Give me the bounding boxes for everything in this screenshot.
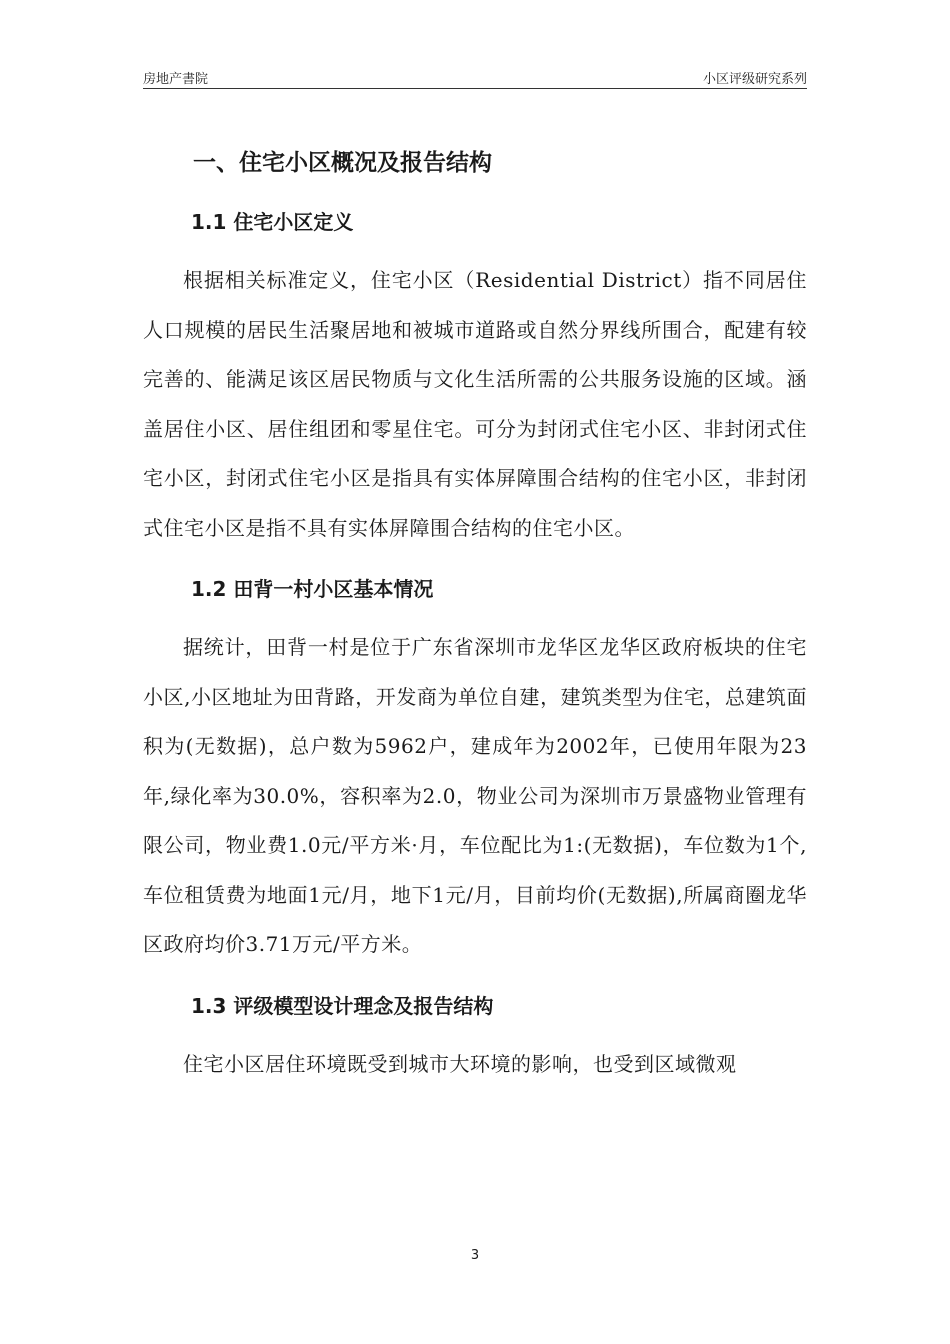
page-number: 3 [470, 1248, 480, 1263]
section-paragraph-1-2: 据统计，田背一村是位于广东省深圳市龙华区龙华区政府板块的住宅小区,小区地址为田背路，开发商为单位自建，建筑类型为住宅，总建筑面积为(无数据)，总户数为5962户，建成年为2002年，已使用年限为23年,绿化率为30.0%，容积率为2.0，物业公司为深圳市万景盛物业管理有限公司，物业费1.0元/平方米·月，车位配比为1:(无数据)，车位数为1个,车位租赁费为地面1元/月，地下1元/月，目前均价(无数据),所属商圈龙华区政府均价3.71万元/平方米。 [143, 635, 807, 956]
header-series-title: 小区评级研究系列 [702, 72, 807, 87]
chapter-title: 一、住宅小区概况及报告结构 [193, 150, 492, 176]
section-heading-1-3: 1.3 评级模型设计理念及报告结构 [191, 993, 494, 1018]
section-paragraph-1-1: 根据相关标准定义，住宅小区（Residential District）指不同居住人口规模的居民生活聚居地和被城市道路或自然分界线所围合，配建有较完善的、能满足该区居民物质与文化生活所需的公共服务设施的区域。涵盖居住小区、居住组团和零星住宅。可分为封闭式住宅小区、非封闭式住宅小区，封闭式住宅小区是指具有实体屏障围合结构的住宅小区，非封闭式住宅小区是指不具有实体屏障围合结构的住宅小区。 [143, 268, 807, 540]
section-paragraph-1-3: 住宅小区居住环境既受到城市大环境的影响，也受到区域微观 [183, 1051, 737, 1076]
section-heading-1-1: 1.1 住宅小区定义 [191, 210, 354, 234]
section-heading-1-2: 1.2 田背一村小区基本情况 [191, 577, 434, 601]
header-publisher: 房地产書院 [143, 72, 209, 87]
document-body [143, 140, 807, 1089]
page-header [143, 66, 807, 89]
